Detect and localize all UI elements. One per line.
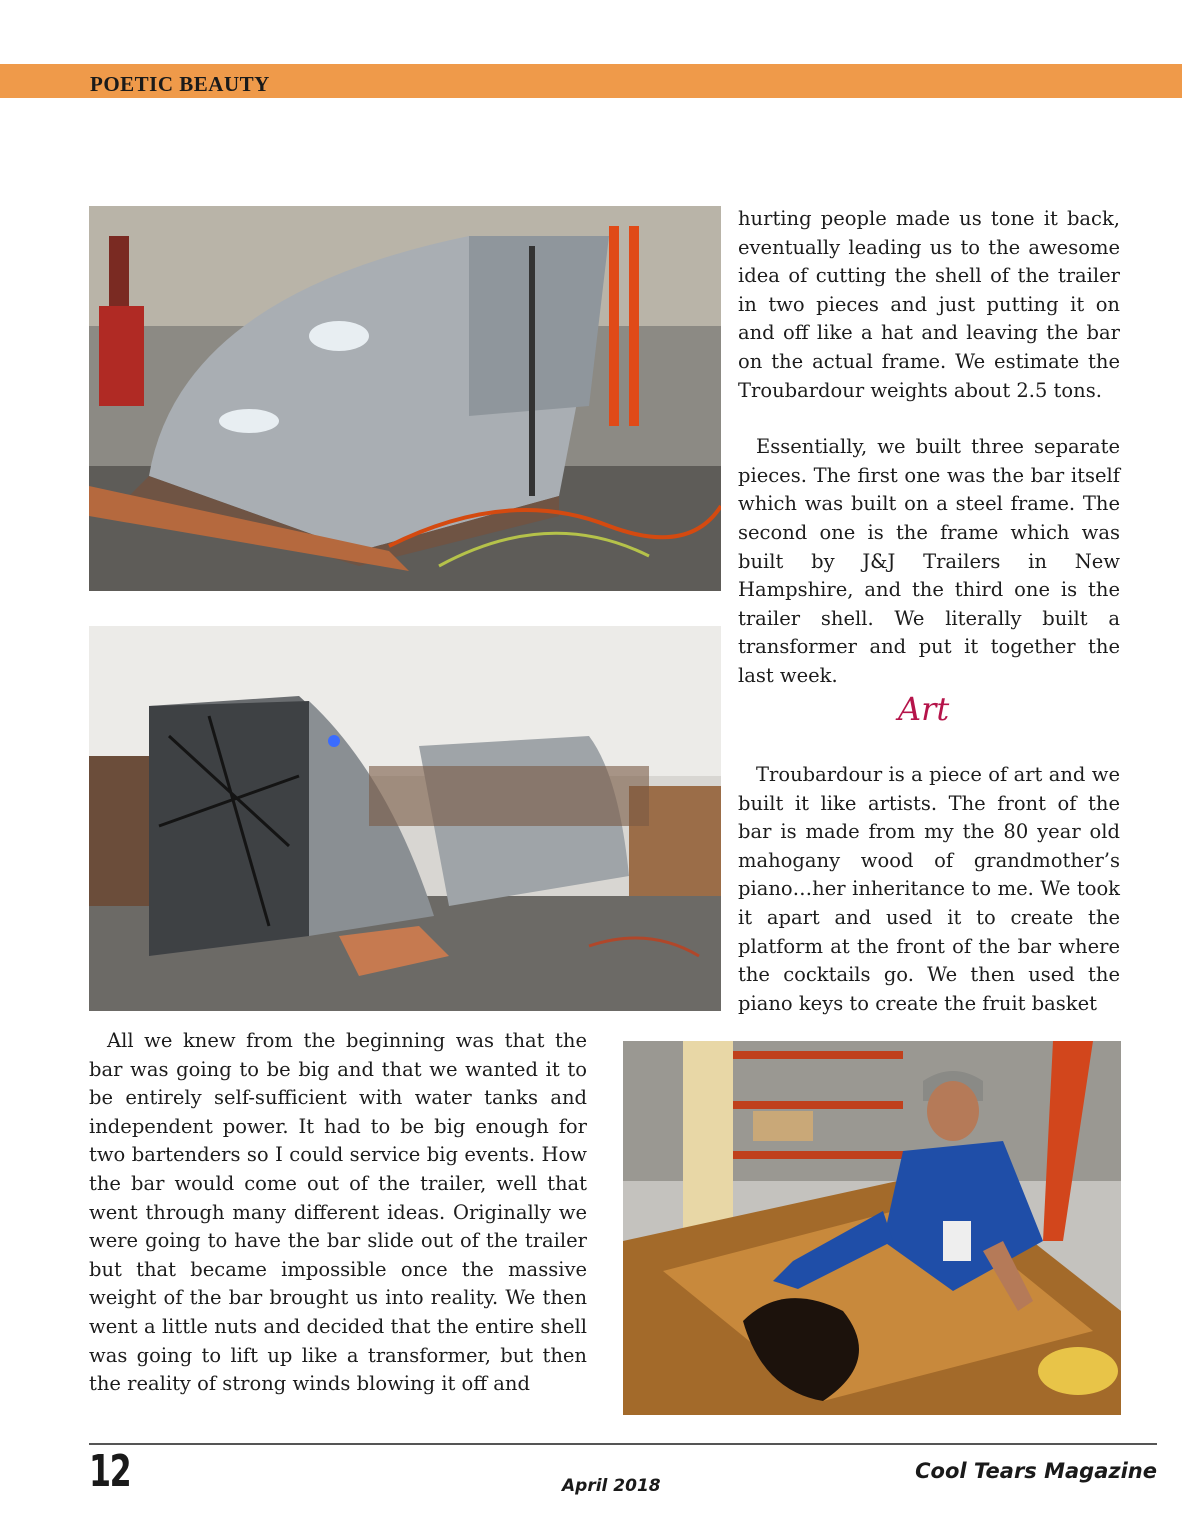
article-left-column	[89, 1027, 587, 1399]
article-right-column-bottom	[738, 761, 1120, 1018]
photo-trailer-shell-construction	[89, 206, 721, 591]
section-title: POETIC BEAUTY	[90, 72, 270, 96]
issue-date: April 2018	[562, 1476, 661, 1496]
subheading-art: Art	[898, 690, 950, 728]
article-right-column-top	[738, 205, 1120, 691]
paragraph-piece-of-art: Troubardour is a piece of art and we built it like artists. The front of the bar is made from my the 80 year old mahogany wood of grandmother’s piano…her inheritance to me. We took it apart and used it to create the platform at the front of the bar where the cocktails go. We then used the piano keys to create the fruit basket	[738, 763, 1120, 1015]
photo-man-staining-bar-top	[623, 1041, 1121, 1415]
page-number: 12	[89, 1446, 131, 1497]
paragraph-three-pieces: Essentially, we built three separate pieces. The first one was the bar itself which was built on a steel frame. The second one is the frame which was built by J&J Trailers in New Hampshire, and the third one is the trailer shell. We literally built a transformer and put it together the last week.	[738, 435, 1120, 687]
photo-mirror-shell-pieces	[89, 626, 721, 1011]
magazine-name: Cool Tears Magazine	[915, 1459, 1157, 1483]
footer-divider	[89, 1443, 1157, 1445]
paragraph-shell-as-hat: hurting people made us tone it back, eventually leading us to the awesome idea of cutting the shell of the trailer in two pieces and just putting it on and off like a hat and leaving the bar on the actual frame. We estimate the Troubardour weights about 2.5 tons.	[738, 207, 1120, 402]
paragraph-beginning: All we knew from the beginning was that the bar was going to be big and that we wanted it to be entirely self-sufficient with water tanks and independent power. It had to be big enough for two bartenders so I could service big events. How the bar would come out of the trailer, well that went through many different ideas. Originally we were going to have the bar slide out of the trailer but that became impossible once the massive weight of the bar brought us into reality. We then went a little nuts and decided that the entire shell was going to lift up like a transformer, but then the reality of strong winds blowing it off and	[89, 1029, 587, 1396]
